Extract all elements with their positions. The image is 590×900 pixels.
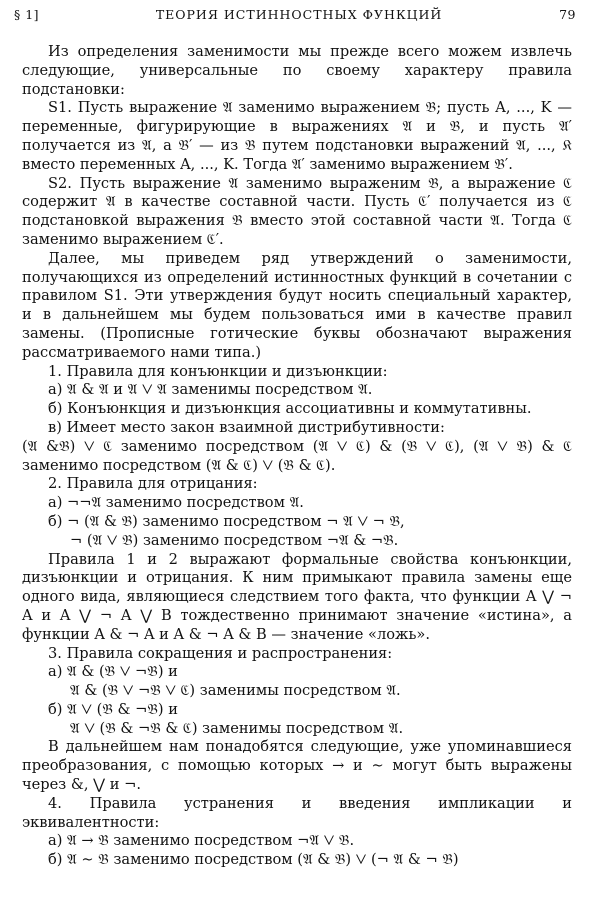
text-paragraph: Из определения заменимости мы прежде всего можем извлечь следующие, универсальные по своему характеру правила подстановки: [22, 43, 572, 98]
text-paragraph: б) Конъюнкция и дизъюнкция ассоциативны и коммутативны. [48, 400, 532, 418]
text-paragraph: в) Имеет место закон взаимной дистрибутивности: [48, 418, 445, 436]
text-paragraph: б) 𝔄 ⋁ (𝔅 & ¬𝔅) и [48, 700, 178, 718]
text-paragraph: а) 𝔄 → 𝔅 заменимо посредством ¬𝔄 ⋁ 𝔅. [48, 832, 355, 850]
page-body [22, 43, 572, 870]
text-paragraph: 1. Правила для конъюнкции и дизъюнкции: [48, 362, 388, 380]
text-paragraph: ¬ (𝔄 ⋁ 𝔅) заменимо посредством ¬𝔄 & ¬𝔅. [70, 531, 399, 549]
text-paragraph: б) 𝔄 ∼ 𝔅 заменимо посредством (𝔄 & 𝔅) ⋁ (¬ 𝔄 & ¬ 𝔅) [48, 851, 459, 869]
text-paragraph: Правила 1 и 2 выражают формальные свойства конъюнкции, дизъюнкции и отрицания. К ним примыкают правила замены еще одного вида, являющиеся следствием того факта, что функции A ⋁ ¬ A и A ⋁ ¬ A ⋁ B тождественно принимают значение «истина», а функции A & ¬ A и A & ¬ A & B — значение «ложь». [22, 550, 572, 643]
text-paragraph: а) ¬¬𝔄 заменимо посредством 𝔄. [48, 494, 304, 512]
text-paragraph: Далее, мы приведем ряд утверждений о заменимости, получающихся из определений истинностных функций в сочетании с правилом S1. Эти утверждения будут носить специальный характер, и в дальнейшем мы будем пользоваться ими в качестве правил замены. (Прописные готические буквы обозначают выражения рассматриваемого нами типа.) [22, 249, 572, 361]
section-marker: § 1] [14, 6, 40, 22]
text-paragraph: 2. Правила для отрицания: [48, 475, 258, 493]
text-paragraph: 4. Правила устранения и введения импликации и эквивалентности: [22, 794, 572, 831]
text-paragraph: 3. Правила сокращения и распространения: [48, 644, 393, 662]
text-paragraph: 𝔄 ⋁ (𝔅 & ¬𝔅 & ℭ) заменимы посредством 𝔄. [70, 719, 404, 737]
text-paragraph: б) ¬ (𝔄 & 𝔅) заменимо посредством ¬ 𝔄 ⋁ ¬ 𝔅, [48, 512, 405, 530]
text-paragraph: а) 𝔄 & (𝔅 ⋁ ¬𝔅) и [48, 663, 178, 681]
running-title: ТЕОРИЯ ИСТИННОСТНЫХ ФУНКЦИЙ [155, 6, 443, 22]
text-paragraph: (𝔄 &𝔅) ⋁ ℭ заменимо посредством (𝔄 ⋁ ℭ) & (𝔅 ⋁ ℭ), (𝔄 ⋁ 𝔅) & ℭ заменимо посредством (𝔄 & ℭ) ⋁ (𝔅 & ℭ). [22, 437, 572, 474]
text-paragraph: S2. Пусть выражение 𝔄 заменимо выраженим 𝔅, а выражение ℭ содержит 𝔄 в качестве составной части. Пусть ℭ′ получается из ℭ подстановкой выражения 𝔅 вместо этой составной части 𝔄. Тогда ℭ заменимо выражением ℭ′. [22, 174, 572, 248]
text-paragraph: а) 𝔄 & 𝔄 и 𝔄 ⋁ 𝔄 заменимы посредством 𝔄. [48, 381, 373, 399]
running-header [14, 4, 576, 24]
page-number: 79 [559, 6, 576, 22]
text-paragraph: S1. Пусть выражение 𝔄 заменимо выражением 𝔅; пусть A, ..., K — переменные, фигурирующие в выражениях 𝔄 и 𝔅, и пусть 𝔄′ получается из 𝔄, а 𝔅′ — из 𝔅 путем подстановки выражений 𝔄, ..., 𝔎 вместо переменных A, ..., K. Тогда 𝔄′ заменимо выражением 𝔅′. [22, 99, 572, 173]
text-paragraph: В дальнейшем нам понадобятся следующие, уже упоминавшиеся преобразования, с помощью которых → и ∼ могут быть выражены через &, ⋁ и ¬. [22, 738, 572, 794]
text-paragraph: 𝔄 & (𝔅 ⋁ ¬𝔅 ⋁ ℭ) заменимы посредством 𝔄. [70, 682, 401, 700]
